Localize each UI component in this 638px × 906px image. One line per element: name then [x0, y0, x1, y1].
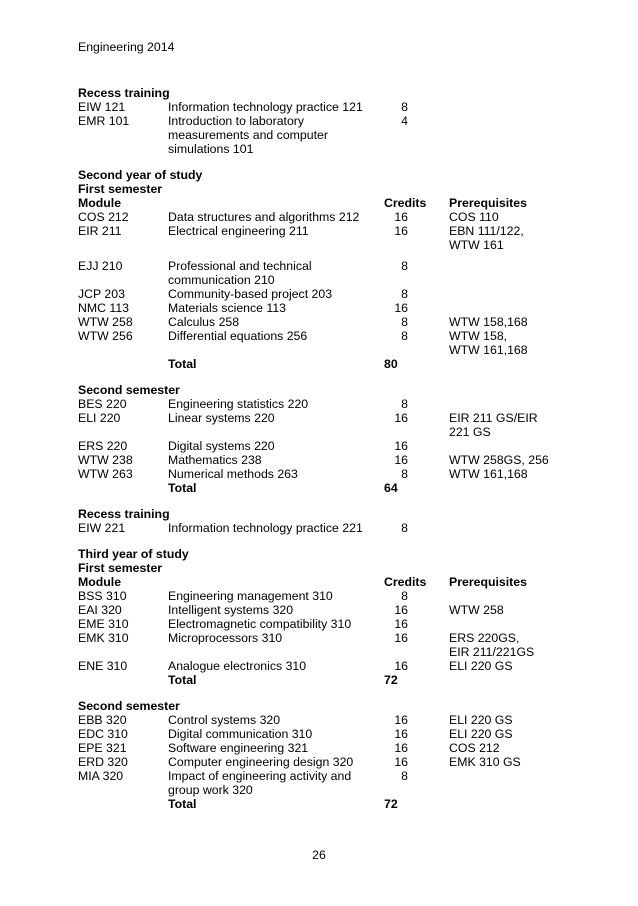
module-name: Electrical engineering 211 — [168, 224, 309, 238]
table-row — [78, 727, 578, 741]
module-credits: 16 — [394, 439, 408, 453]
module-prerequisites: EBN 111/122, — [449, 224, 524, 238]
module-prerequisites: ELI 220 GS — [449, 727, 513, 741]
module-prerequisites: EMK 310 GS — [449, 755, 521, 769]
heading-text: First semester — [78, 182, 163, 196]
table-row — [78, 439, 578, 453]
module-code: EPE 321 — [78, 741, 127, 755]
spacer — [78, 371, 578, 383]
module-credits: 8 — [401, 259, 408, 273]
section-heading — [78, 547, 578, 561]
module-prerequisites: WTW 258GS, 256 — [449, 453, 549, 467]
module-name: Intelligent systems 320 — [168, 603, 294, 617]
spacer — [78, 687, 578, 699]
module-credits: 16 — [394, 453, 408, 467]
table-row — [78, 128, 578, 142]
table-row — [78, 343, 578, 357]
module-code: NMC 113 — [78, 301, 130, 315]
module-prerequisites: COS 110 — [449, 210, 499, 224]
module-prerequisites: 221 GS — [449, 425, 491, 439]
module-code: EMK 310 — [78, 631, 129, 645]
module-name: Information technology practice 121 — [168, 100, 363, 114]
section-heading — [78, 182, 578, 196]
module-name: simulations 101 — [168, 142, 254, 156]
heading-text: Recess training — [78, 86, 170, 100]
module-credits: 16 — [394, 713, 408, 727]
section-heading — [78, 561, 578, 575]
module-prerequisites: EIR 211/221GS — [449, 645, 535, 659]
module-name: Materials science 113 — [168, 301, 287, 315]
module-name: Computer engineering design 320 — [168, 755, 354, 769]
section-heading — [78, 507, 578, 521]
module-code: WTW 238 — [78, 453, 133, 467]
module-name: Digital systems 220 — [168, 439, 275, 453]
heading-text: Second semester — [78, 699, 180, 713]
module-credits: 16 — [394, 659, 408, 673]
table-row — [78, 659, 578, 673]
module-code: ERD 320 — [78, 755, 128, 769]
table-row — [78, 301, 578, 315]
total-label: Total — [168, 797, 197, 811]
module-code: EMR 101 — [78, 114, 130, 128]
module-code: ERS 220 — [78, 439, 128, 453]
total-row — [78, 673, 578, 687]
total-label: Total — [168, 673, 197, 687]
table-row — [78, 329, 578, 343]
heading-text: Recess training — [78, 507, 170, 521]
module-code: ENE 310 — [78, 659, 128, 673]
total-row — [78, 357, 578, 371]
section-heading — [78, 168, 578, 182]
section-heading — [78, 699, 578, 713]
module-credits: 16 — [394, 210, 408, 224]
spacer — [78, 156, 578, 168]
module-credits: 16 — [394, 741, 408, 755]
module-name: Community-based project 203 — [168, 287, 333, 301]
module-prerequisites: COS 212 — [449, 741, 500, 755]
module-name: Engineering statistics 220 — [168, 397, 309, 411]
module-code: EJJ 210 — [78, 259, 123, 273]
module-prerequisites: WTW 161,168 — [449, 467, 528, 481]
module-credits: 8 — [401, 467, 408, 481]
table-row — [78, 617, 578, 631]
spacer — [78, 535, 578, 547]
module-credits: 8 — [401, 100, 408, 114]
module-code: WTW 263 — [78, 467, 133, 481]
module-code: EIR 211 — [78, 224, 122, 238]
total-credits: 72 — [384, 673, 398, 687]
module-credits: 16 — [394, 755, 408, 769]
table-row — [78, 755, 578, 769]
section-heading — [78, 86, 578, 100]
curriculum-table — [78, 86, 578, 811]
module-code: ELI 220 — [78, 411, 121, 425]
table-row — [78, 287, 578, 301]
column-header-module: Module — [78, 196, 122, 210]
module-credits: 8 — [401, 521, 408, 535]
module-code: EIW 221 — [78, 521, 126, 535]
page-header: Engineering 2014 — [78, 40, 175, 54]
module-credits: 16 — [394, 631, 408, 645]
total-credits: 80 — [384, 357, 398, 371]
module-name: Differential equations 256 — [168, 329, 308, 343]
module-name: Data structures and algorithms 212 — [168, 210, 360, 224]
module-name: group work 320 — [168, 783, 253, 797]
column-header — [78, 575, 578, 589]
table-row — [78, 259, 578, 273]
table-row — [78, 645, 578, 659]
module-name: Software engineering 321 — [168, 741, 309, 755]
module-name: Mathematics 238 — [168, 453, 262, 467]
total-label: Total — [168, 357, 197, 371]
module-name: Microprocessors 310 — [168, 631, 283, 645]
module-name: Digital communication 310 — [168, 727, 313, 741]
module-code: EME 310 — [78, 617, 129, 631]
module-name: Professional and technical — [168, 259, 312, 273]
column-header-prerequisites: Prerequisites — [449, 196, 527, 210]
module-credits: 16 — [394, 301, 408, 315]
module-credits: 16 — [394, 411, 408, 425]
module-credits: 8 — [401, 329, 408, 343]
module-name: communication 210 — [168, 273, 275, 287]
total-row — [78, 797, 578, 811]
table-row — [78, 224, 578, 238]
module-name: Analogue electronics 310 — [168, 659, 307, 673]
module-credits: 8 — [401, 589, 408, 603]
table-row — [78, 315, 578, 329]
module-prerequisites: ELI 220 GS — [449, 659, 513, 673]
table-row — [78, 210, 578, 224]
table-row — [78, 114, 578, 128]
module-prerequisites: WTW 161 — [449, 238, 504, 252]
module-name: Engineering management 310 — [168, 589, 333, 603]
module-prerequisites: WTW 258 — [449, 603, 504, 617]
module-name: Control systems 320 — [168, 713, 281, 727]
module-name: Electromagnetic compatibility 310 — [168, 617, 352, 631]
table-row — [78, 783, 578, 797]
column-header — [78, 196, 578, 210]
table-row — [78, 397, 578, 411]
module-credits: 16 — [394, 617, 408, 631]
module-credits: 16 — [394, 603, 408, 617]
heading-text: Second year of study — [78, 168, 203, 182]
module-code: WTW 258 — [78, 315, 133, 329]
table-row — [78, 453, 578, 467]
total-row — [78, 481, 578, 495]
table-row — [78, 741, 578, 755]
heading-text: Second semester — [78, 383, 180, 397]
heading-text: First semester — [78, 561, 163, 575]
module-prerequisites: ERS 220GS, — [449, 631, 520, 645]
page-number: 26 — [312, 848, 326, 862]
module-code: EIW 121 — [78, 100, 126, 114]
module-credits: 16 — [394, 224, 408, 238]
module-code: WTW 256 — [78, 329, 133, 343]
module-name: Introduction to laboratory — [168, 114, 305, 128]
table-row — [78, 273, 578, 287]
table-row — [78, 425, 578, 439]
total-label: Total — [168, 481, 197, 495]
module-name: measurements and computer — [168, 128, 328, 142]
module-code: BSS 310 — [78, 589, 127, 603]
module-credits: 16 — [394, 727, 408, 741]
module-code: MIA 320 — [78, 769, 124, 783]
table-row — [78, 238, 578, 252]
table-row — [78, 100, 578, 114]
module-code: EAI 320 — [78, 603, 122, 617]
table-row — [78, 411, 578, 425]
table-row — [78, 713, 578, 727]
column-header-module: Module — [78, 575, 122, 589]
module-name: Impact of engineering activity and — [168, 769, 352, 783]
total-credits: 64 — [384, 481, 398, 495]
spacer — [78, 495, 578, 507]
spacer — [78, 252, 578, 259]
column-header-prerequisites: Prerequisites — [449, 575, 527, 589]
module-prerequisites: EIR 211 GS/EIR — [449, 411, 538, 425]
table-row — [78, 603, 578, 617]
module-code: JCP 203 — [78, 287, 125, 301]
table-row — [78, 631, 578, 645]
module-prerequisites: WTW 158,168 — [449, 315, 528, 329]
module-credits: 8 — [401, 287, 408, 301]
module-credits: 8 — [401, 769, 408, 783]
column-header-credits: Credits — [384, 196, 427, 210]
heading-text: Third year of study — [78, 547, 189, 561]
module-name: Linear systems 220 — [168, 411, 275, 425]
table-row — [78, 142, 578, 156]
module-credits: 4 — [401, 114, 408, 128]
module-code: EBB 320 — [78, 713, 127, 727]
module-name: Calculus 258 — [168, 315, 240, 329]
module-code: EDC 310 — [78, 727, 128, 741]
module-credits: 8 — [401, 315, 408, 329]
table-row — [78, 467, 578, 481]
table-row — [78, 769, 578, 783]
section-heading — [78, 383, 578, 397]
total-credits: 72 — [384, 797, 398, 811]
module-prerequisites: WTW 161,168 — [449, 343, 528, 357]
module-prerequisites: WTW 158, — [449, 329, 508, 343]
module-credits: 8 — [401, 397, 408, 411]
module-prerequisites: ELI 220 GS — [449, 713, 513, 727]
table-row — [78, 589, 578, 603]
module-name: Information technology practice 221 — [168, 521, 363, 535]
module-code: COS 212 — [78, 210, 129, 224]
column-header-credits: Credits — [384, 575, 427, 589]
table-row — [78, 521, 578, 535]
module-name: Numerical methods 263 — [168, 467, 298, 481]
module-code: BES 220 — [78, 397, 127, 411]
